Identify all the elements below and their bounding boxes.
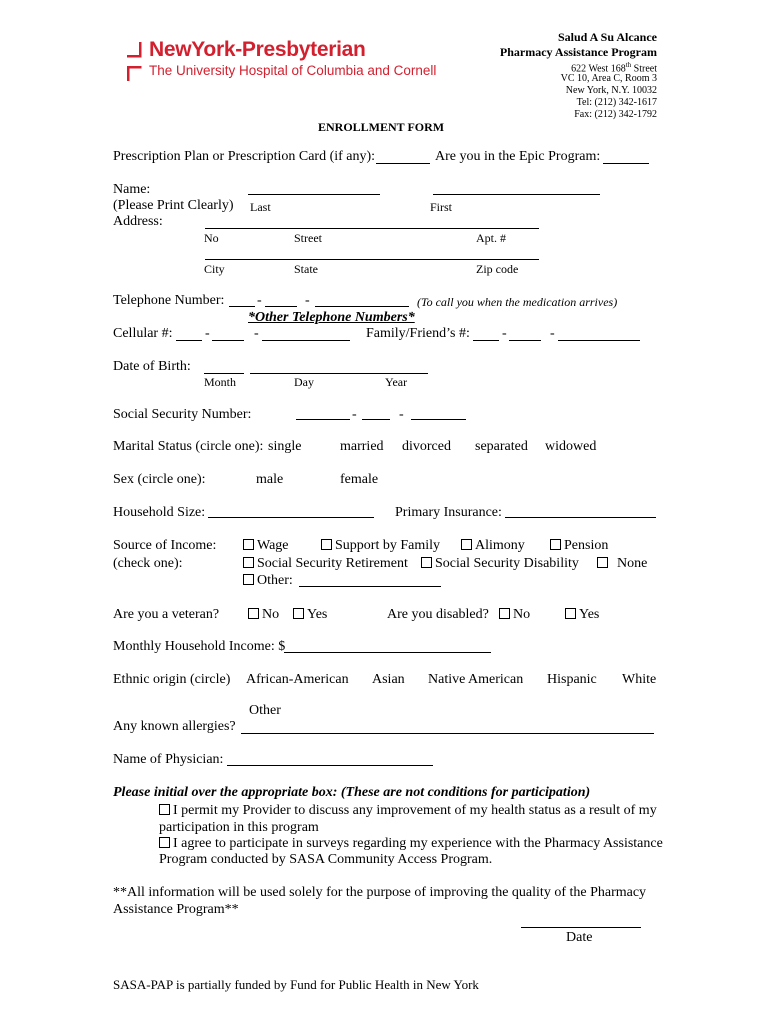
household-size-field[interactable] — [208, 517, 374, 518]
date-label: Date — [566, 930, 593, 945]
epic-field[interactable] — [603, 163, 649, 164]
family-dash-2: - — [550, 326, 555, 341]
consent-item-1-line1: I permit my Provider to discuss any improvement of my health status as a result of my — [173, 803, 657, 818]
marital-option-divorced[interactable]: divorced — [402, 439, 451, 454]
disabled-yes-option[interactable] — [565, 607, 599, 623]
income-other-option[interactable] — [243, 573, 293, 589]
street-caption: Street — [294, 231, 322, 245]
disabled-yes-checkbox[interactable] — [565, 608, 576, 619]
disabled-no-label: No — [513, 607, 531, 622]
telephone-number-field[interactable] — [315, 306, 409, 307]
cellular-area-field[interactable] — [176, 340, 202, 341]
family-prefix-field[interactable] — [509, 340, 541, 341]
address-label: Address: — [113, 214, 163, 229]
consent-item-2[interactable] — [159, 836, 663, 852]
ssn-label: Social Security Number: — [113, 407, 252, 422]
header-program: Pharmacy Assistance Program — [499, 45, 657, 59]
other-income-checkbox[interactable] — [243, 574, 254, 585]
last-caption: Last — [250, 200, 271, 214]
income-sublabel: (check one): — [113, 556, 183, 571]
ssn-part1-field[interactable] — [296, 419, 350, 420]
ssn-dash-2: - — [399, 407, 404, 422]
allergies-label: Any known allergies? — [113, 719, 236, 734]
consent-heading: Please initial over the appropriate box: (These are not conditions for participation) — [113, 785, 591, 800]
monthly-income-label: Monthly Household Income: $ — [113, 639, 286, 654]
sex-option-male[interactable]: male — [256, 472, 284, 487]
no-caption: No — [204, 231, 219, 245]
veteran-yes-option[interactable] — [293, 607, 327, 623]
cellular-dash-2: - — [254, 326, 259, 341]
telephone-area-field[interactable] — [229, 306, 255, 307]
prescription-field[interactable] — [376, 163, 430, 164]
family-number-field[interactable] — [558, 340, 640, 341]
other-income-label: Other: — [257, 573, 293, 588]
alimony-label: Alimony — [475, 538, 525, 553]
consent-provider-checkbox[interactable] — [159, 804, 170, 815]
pension-label: Pension — [564, 538, 609, 553]
telephone-note: (To call you when the medication arrives) — [417, 295, 618, 309]
telephone-dash-1: - — [257, 293, 262, 308]
family-checkbox[interactable] — [321, 539, 332, 550]
ssn-dash-1: - — [352, 407, 357, 422]
marital-option-separated[interactable]: separated — [475, 439, 528, 454]
ethnic-option-asian[interactable]: Asian — [372, 672, 405, 687]
footer-text: SASA-PAP is partially funded by Fund for Public Health in New York — [113, 977, 479, 992]
income-ssr-option[interactable] — [243, 556, 408, 572]
family-support-label: Support by Family — [335, 538, 441, 553]
consent-item-1[interactable] — [159, 803, 657, 819]
last-name-field[interactable] — [248, 194, 380, 195]
disabled-no-option[interactable] — [499, 607, 530, 623]
cellular-number-field[interactable] — [262, 340, 350, 341]
physician-label: Name of Physician: — [113, 752, 224, 767]
consent-item-1-line2: participation in this program — [159, 820, 319, 835]
city-caption: City — [204, 262, 225, 276]
pension-checkbox[interactable] — [550, 539, 561, 550]
first-name-field[interactable] — [433, 194, 600, 195]
ethnic-option-african-american[interactable]: African-American — [246, 672, 349, 687]
family-label: Family/Friend’s #: — [366, 326, 470, 341]
other-phones-heading: *Other Telephone Numbers* — [248, 310, 415, 325]
cellular-label: Cellular #: — [113, 326, 173, 341]
name-label: Name: — [113, 182, 151, 197]
ssn-part3-field[interactable] — [411, 419, 466, 420]
consent-item-2-line2: Program conducted by SASA Community Access Program. — [159, 852, 493, 867]
family-area-field[interactable] — [473, 340, 499, 341]
marital-option-married[interactable]: married — [340, 439, 384, 454]
telephone-dash-2: - — [305, 293, 310, 308]
consent-item-2-line1: I agree to participate in surveys regarding my experience with the Pharmacy Assistance — [173, 836, 663, 851]
marital-option-widowed[interactable]: widowed — [545, 439, 597, 454]
ethnic-option-white[interactable]: White — [622, 672, 657, 687]
other-income-field[interactable] — [299, 586, 441, 587]
ethnic-option-native-american[interactable]: Native American — [428, 672, 524, 687]
income-alimony-option[interactable] — [461, 538, 525, 554]
veteran-label: Are you a veteran? — [113, 607, 220, 622]
disabled-label: Are you disabled? — [387, 607, 489, 622]
header-address-line3: New York, N.Y. 10032 — [565, 85, 657, 96]
sex-option-female[interactable]: female — [340, 472, 379, 487]
header-fax: Fax: (212) 342-1792 — [574, 109, 657, 120]
veteran-yes-checkbox[interactable] — [293, 608, 304, 619]
print-clearly-label: (Please Print Clearly) — [113, 198, 234, 213]
ethnic-label: Ethnic origin (circle) — [113, 672, 231, 687]
allergies-field[interactable] — [241, 733, 654, 734]
apt-caption: Apt. # — [476, 231, 506, 245]
info-note-line1: **All information will be used solely for the purpose of improving the quality of the Pharmacy — [113, 885, 647, 900]
veteran-no-label: No — [262, 607, 280, 622]
veteran-no-checkbox[interactable] — [248, 608, 259, 619]
header-address-line2: VC 10, Area C, Room 3 — [560, 73, 657, 84]
income-label: Source of Income: — [113, 538, 217, 553]
income-none-option[interactable] — [597, 556, 647, 572]
disabled-no-checkbox[interactable] — [499, 608, 510, 619]
none-checkbox[interactable] — [597, 557, 608, 568]
logo-bracket-icon — [125, 40, 145, 82]
header-tel: Tel: (212) 342-1617 — [576, 97, 657, 108]
logo-name: NewYork-Presbyterian — [149, 38, 366, 61]
header-org: Salud A Su Alcance — [557, 30, 657, 44]
state-caption: State — [294, 262, 318, 276]
dob-label: Date of Birth: — [113, 359, 191, 374]
date-field[interactable] — [521, 927, 641, 928]
zip-caption: Zip code — [476, 262, 519, 276]
veteran-no-option[interactable] — [248, 607, 279, 623]
ssn-part2-field[interactable] — [362, 419, 390, 420]
address-city-field[interactable] — [205, 259, 539, 260]
wage-checkbox[interactable] — [243, 539, 254, 550]
income-wage-option[interactable] — [243, 538, 289, 554]
prescription-label: Prescription Plan or Prescription Card (if any): — [113, 149, 376, 164]
primary-insurance-field[interactable] — [505, 517, 656, 518]
epic-label: Are you in the Epic Program: — [435, 149, 601, 164]
alimony-checkbox[interactable] — [461, 539, 472, 550]
month-caption: Month — [204, 375, 237, 389]
income-pension-option[interactable] — [550, 538, 608, 554]
sex-label: Sex (circle one): — [113, 472, 206, 487]
dob-day-year-field[interactable] — [250, 373, 428, 374]
day-caption: Day — [294, 375, 314, 389]
logo-subtitle: The University Hospital of Columbia and Cornell — [149, 63, 437, 78]
telephone-label: Telephone Number: — [113, 293, 225, 308]
header-address-line1: 622 West 168th Street — [571, 61, 657, 75]
physician-field[interactable] — [227, 765, 433, 766]
consent-survey-checkbox[interactable] — [159, 837, 170, 848]
disabled-yes-label: Yes — [579, 607, 600, 622]
household-size-label: Household Size: — [113, 505, 206, 520]
primary-insurance-label: Primary Insurance: — [395, 505, 502, 520]
ssd-checkbox[interactable] — [421, 557, 432, 568]
veteran-yes-label: Yes — [307, 607, 328, 622]
ethnic-option-other[interactable]: Other — [249, 703, 281, 718]
ethnic-option-hispanic[interactable]: Hispanic — [547, 672, 597, 687]
cellular-prefix-field[interactable] — [212, 340, 244, 341]
dob-month-field[interactable] — [204, 373, 244, 374]
monthly-income-field[interactable] — [284, 652, 491, 653]
marital-label: Marital Status (circle one): — [113, 439, 264, 454]
family-dash-1: - — [502, 326, 507, 341]
ssd-label: Social Security Disability — [435, 556, 579, 571]
address-street-field[interactable] — [205, 228, 539, 229]
none-label: None — [617, 556, 648, 571]
first-caption: First — [430, 200, 453, 214]
ssr-label: Social Security Retirement — [257, 556, 408, 571]
ssr-checkbox[interactable] — [243, 557, 254, 568]
income-family-option[interactable] — [321, 538, 440, 554]
cellular-dash-1: - — [205, 326, 210, 341]
telephone-prefix-field[interactable] — [265, 306, 297, 307]
marital-option-single[interactable]: single — [268, 439, 302, 454]
info-note-line2: Assistance Program** — [113, 902, 239, 917]
form-title: ENROLLMENT FORM — [318, 120, 445, 134]
income-ssd-option[interactable] — [421, 556, 579, 572]
wage-label: Wage — [257, 538, 289, 553]
year-caption: Year — [385, 375, 408, 389]
